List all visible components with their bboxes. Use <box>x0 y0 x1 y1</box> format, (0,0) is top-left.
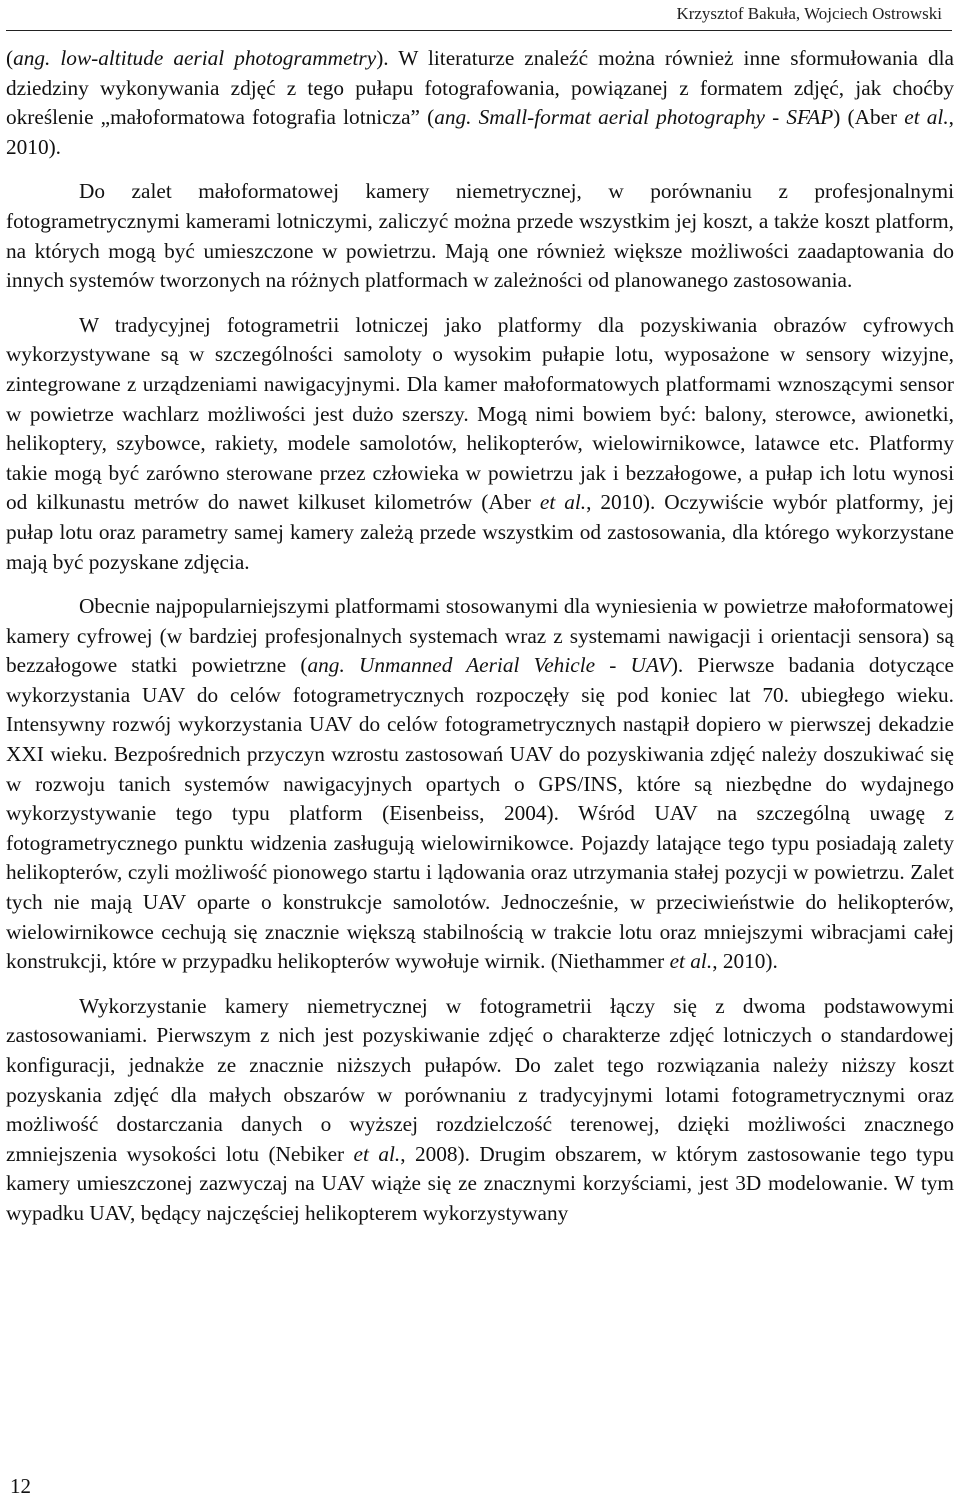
paragraph <box>6 992 954 1229</box>
paragraph <box>6 44 954 162</box>
body-text <box>6 44 954 1229</box>
text-run: W tradycyjnej fotogrametrii lotniczej jako platformy dla pozyskiwania obrazów cyfrowych wykorzystywane są w szczególności samoloty o wysokim pułapie lotu, wyposażone w sensory wizyjne, zintegrowane z urządzeniami nawigacyjnymi. Dla kamer małoformatowych platformami wznoszącymi sensor w powietrze wachlarz możliwości jest dużo szerszy. Mogą nimi bowiem być: balony, sterowce, awionetki, helikoptery, szybowce, rakiety, modele samolotów, helikopterów, wielowirnikowce, latawce etc. Platformy takie mogą być zarówno sterowane przez człowieka w powietrzu jak i bezzałogowe, a pułap ich lotu wynosi od kilkunastu metrów do nawet kilkuset kilometrów (Aber <box>6 312 954 515</box>
paragraph <box>6 177 954 295</box>
italic-text: et al. <box>539 490 587 515</box>
italic-text: ang. low-altitude aerial photogrammetry <box>13 46 377 70</box>
page-number: 12 <box>10 1474 31 1498</box>
text-run: , 2010). <box>712 949 778 974</box>
paragraph <box>6 592 954 977</box>
text-run: , 2010). Oczywiście wybór platformy, jej pułap lotu oraz parametry samej kamery zależą przede wszystkim od zastosowania, dla którego wykorzystane mają być pozyskane zdjęcia. <box>6 490 955 574</box>
paragraph <box>6 311 954 577</box>
italic-text: ang. Small-format aerial photography - SFAP <box>434 105 834 130</box>
text-run: ). W literaturze znaleźć można również inne sformułowania dla dziedziny wykonywania zdjęć z tego pułapu fotografowania, powiązanej z formatem zdjęć, jak choćby określenie „małoformatowa fotografia lotnicza” ( <box>6 46 954 130</box>
text-run: Do zalet małoformatowej kamery niemetrycznej, w porównaniu z profesjonalnymi fotogrametrycznymi kamerami lotniczymi, zaliczyć można przede wszystkim jej koszt, a także koszt platform, na których mogą być umieszczone w powietrzu. Mają one również większe możliwości zaadaptowania do innych systemów tworzonych na różnych platformach w zależności od planowanego zastosowania. <box>6 179 954 293</box>
italic-text: ang. Unmanned Aerial Vehicle - UAV <box>307 653 671 678</box>
text-run: ) (Aber <box>833 105 905 130</box>
header-rule <box>6 30 952 31</box>
text-run: ( <box>6 46 14 70</box>
running-header: Krzysztof Bakuła, Wojciech Ostrowski <box>676 4 942 23</box>
italic-text: et al. <box>904 105 949 130</box>
text-run: ). Pierwsze badania dotyczące wykorzystania UAV do celów fotogrametrycznych rozpoczęły się pod koniec lat 70. ubiegłego wieku. Intensywny rozwój wykorzystania UAV do celów fotogrametrycznych nastąpił dopiero w pierwszej dekadzie XXI wieku. Bezpośrednich przyczyn wzrostu zastosowań UAV do pozyskiwania zdjęć należy doszukiwać się w rozwoju tanich systemów nawigacyjnych opartych o GPS/INS, które są niezbędne do wydajnego wykorzystywanie tego typu platform (Eisenbeiss, 2004). Wśród UAV na szczególną uwagę z fotogrametrycznego punktu widzenia zasługują wielowirnikowce. Pojazdy latające tego typu posiadają zalety helikopterów, czyli możliwość pionowego startu i lądowania oraz utrzymania stałej pozycji w powietrzu. Zalet tych nie mają UAV oparte o konstrukcje samolotów. Jednocześnie, w przeciwieństwie do helikopterów, wielowirnikowce cechują się znacznie większą stabilnością w trakcie lotu oraz mniejszymi wibracjami całej konstrukcji, które w przypadku helikopterów wywołuje wirnik. (Niethammer <box>6 653 954 974</box>
text-run: , 2010). <box>6 105 954 159</box>
text-run: Obecnie najpopularniejszymi platformami stosowanymi dla wyniesienia w powietrze małoformatowej kamery cyfrowej (w bardziej profesjonalnych systemach wraz z systemami nawigacji i orientacji sensora) są bezzałogowe statki powietrzne ( <box>6 594 954 678</box>
text-run: , 2008). Drugim obszarem, w którym zastosowanie tego typu kamery umieszczonej zazwyczaj na UAV wiąże się ze znacznymi korzyściami, jest 3D modelowanie. W tym wypadku UAV, będący najczęściej helikopterem wykorzystywany <box>6 1141 954 1225</box>
text-run: Wykorzystanie kamery niemetrycznej w fotogrametrii łączy się z dwoma podstawowymi zastosowaniami. Pierwszym z nich jest pozyskiwanie zdjęć o charakterze zdjęć lotniczych o standardowej konfiguracji, jednakże ze znacznie niższych pułapów. Do zalet tego rozwiązania należy niższy koszt pozyskania zdjęć dla małych obszarów w porównaniu z tradycyjnymi lotami fotogrametrycznymi oraz możliwość dostarczania danych o wyższej rozdzielczość terenowej, dzięki możliwości znacznego zmniejszenia wysokości lotu (Nebiker <box>6 993 954 1166</box>
italic-text: et al. <box>669 949 713 974</box>
italic-text: et al. <box>353 1141 401 1166</box>
